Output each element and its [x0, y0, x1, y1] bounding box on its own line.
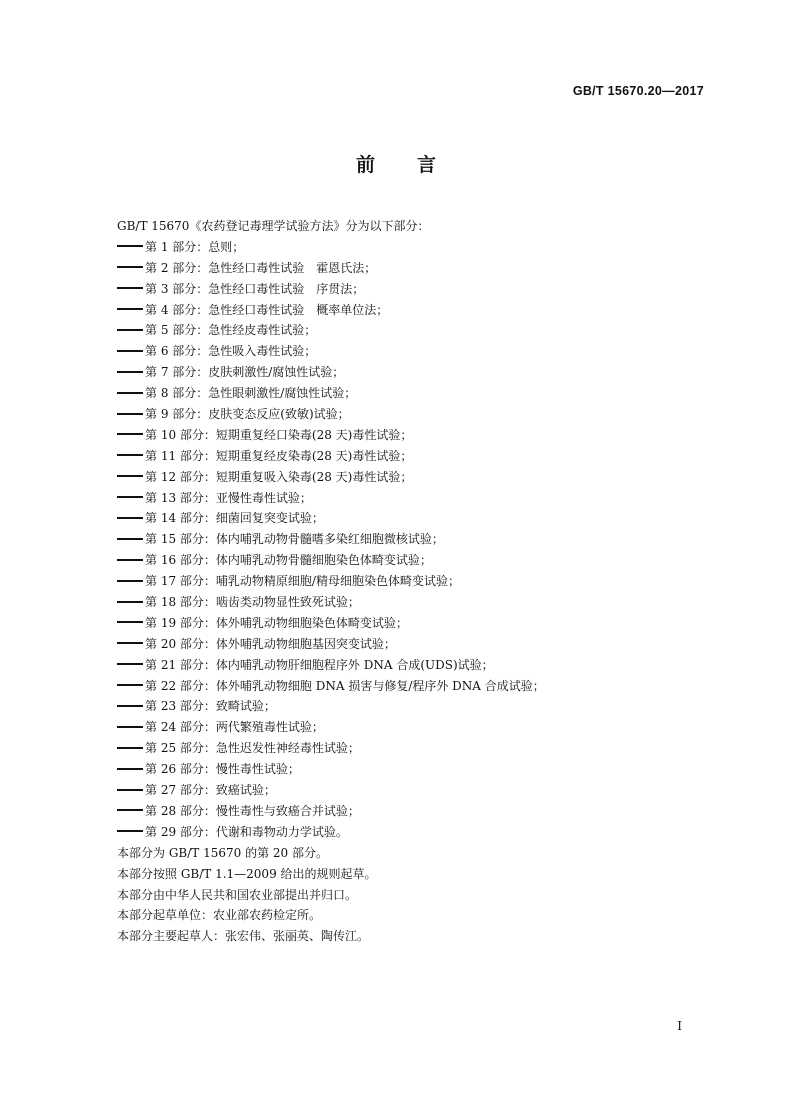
foreword-body: [117, 216, 717, 947]
part-text: 第 7 部分：皮肤刺激性/腐蚀性试验；: [145, 365, 345, 380]
part-text: 第 28 部分：慢性毒性与致癌合并试验；: [145, 803, 360, 818]
part-text: 第 6 部分：急性吸入毒性试验；: [145, 344, 317, 359]
part-text: 第 16 部分：体内哺乳动物骨髓细胞染色体畸变试验；: [145, 553, 432, 568]
em-dash: [117, 538, 143, 540]
part-text: 第 4 部分：急性经口毒性试验 概率单位法；: [145, 302, 389, 317]
em-dash: [117, 329, 143, 331]
part-item: [117, 780, 717, 801]
intro-text: GB/T 15670《农药登记毒理学试验方法》分为以下部分：: [117, 219, 430, 233]
part-item: [117, 529, 717, 550]
part-item: [117, 383, 717, 404]
part-text: 第 13 部分：亚慢性毒性试验；: [145, 490, 312, 505]
em-dash: [117, 517, 143, 519]
part-text: 第 5 部分：急性经皮毒性试验；: [145, 323, 317, 338]
part-item: [117, 717, 717, 738]
page-title: 前言: [355, 154, 478, 176]
part-text: 第 23 部分：致畸试验；: [145, 699, 276, 714]
part-text: 第 8 部分：急性眼刺激性/腐蚀性试验；: [145, 386, 357, 401]
part-item: [117, 300, 717, 321]
part-item: [117, 550, 717, 571]
em-dash: [117, 809, 143, 811]
part-text: 第 10 部分：短期重复经口染毒(28 天)毒性试验；: [145, 427, 413, 442]
note-line: 本部分主要起草人：张宏伟、张丽英、陶传江。: [117, 929, 370, 944]
part-text: 第 1 部分：总则；: [145, 239, 245, 254]
part-item: [117, 592, 717, 613]
em-dash: [117, 413, 143, 415]
note-line: 本部分为 GB/T 15670 的第 20 部分。: [117, 845, 328, 860]
standard-number: GB/T 15670.20—2017: [572, 84, 704, 98]
part-text: 第 12 部分：短期重复吸入染毒(28 天)毒性试验；: [145, 469, 413, 484]
part-item: [117, 362, 717, 383]
part-text: 第 17 部分：哺乳动物精原细胞/精母细胞染色体畸变试验；: [145, 574, 460, 589]
em-dash: [117, 726, 143, 728]
part-item: [117, 696, 717, 717]
em-dash: [117, 245, 143, 247]
em-dash: [117, 350, 143, 352]
part-text: 第 29 部分：代谢和毒物动力学试验。: [145, 824, 348, 839]
part-text: 第 9 部分：皮肤变态反应(致敏)试验；: [145, 407, 350, 422]
note-line: 本部分按照 GB/T 1.1—2009 给出的规则起草。: [117, 866, 377, 881]
em-dash: [117, 392, 143, 394]
part-item: [117, 488, 717, 509]
part-text: 第 14 部分：细菌回复突变试验；: [145, 511, 324, 526]
part-item: [117, 676, 717, 697]
page-number: I: [677, 1019, 682, 1033]
part-item: [117, 467, 717, 488]
part-item: [117, 279, 717, 300]
part-text: 第 20 部分：体外哺乳动物细胞基因突变试验；: [145, 636, 396, 651]
em-dash: [117, 475, 143, 477]
em-dash: [117, 684, 143, 686]
part-item: [117, 759, 717, 780]
part-text: 第 15 部分：体内哺乳动物骨髓嗜多染红细胞微核试验；: [145, 532, 444, 547]
em-dash: [117, 580, 143, 582]
em-dash: [117, 496, 143, 498]
part-text: 第 26 部分：慢性毒性试验；: [145, 762, 300, 777]
part-item: [117, 404, 717, 425]
part-item: [117, 508, 717, 529]
part-item: [117, 237, 717, 258]
part-item: [117, 613, 717, 634]
part-item: [117, 320, 717, 341]
part-text: 第 3 部分：急性经口毒性试验 序贯法；: [145, 281, 365, 296]
em-dash: [117, 789, 143, 791]
part-item: [117, 446, 717, 467]
part-item: [117, 801, 717, 822]
em-dash: [117, 433, 143, 435]
em-dash: [117, 287, 143, 289]
part-item: [117, 634, 717, 655]
part-item: [117, 341, 717, 362]
em-dash: [117, 830, 143, 832]
note-line: 本部分由中华人民共和国农业部提出并归口。: [117, 887, 358, 902]
part-text: 第 18 部分：啮齿类动物显性致死试验；: [145, 595, 360, 610]
em-dash: [117, 747, 143, 749]
part-text: 第 24 部分：两代繁殖毒性试验；: [145, 720, 324, 735]
em-dash: [117, 642, 143, 644]
note-line: 本部分起草单位：农业部农药检定所。: [117, 908, 322, 923]
part-text: 第 2 部分：急性经口毒性试验 霍恩氏法；: [145, 260, 377, 275]
em-dash: [117, 266, 143, 268]
part-text: 第 25 部分：急性迟发性神经毒性试验；: [145, 741, 360, 756]
em-dash: [117, 371, 143, 373]
part-item: [117, 258, 717, 279]
part-text: 第 19 部分：体外哺乳动物细胞染色体畸变试验；: [145, 615, 408, 630]
em-dash: [117, 663, 143, 665]
part-item: [117, 822, 717, 843]
part-item: [117, 425, 717, 446]
part-item: [117, 571, 717, 592]
em-dash: [117, 768, 143, 770]
em-dash: [117, 601, 143, 603]
em-dash: [117, 559, 143, 561]
em-dash: [117, 454, 143, 456]
em-dash: [117, 308, 143, 310]
part-text: 第 11 部分：短期重复经皮染毒(28 天)毒性试验；: [145, 448, 413, 463]
part-item: [117, 655, 717, 676]
em-dash: [117, 705, 143, 707]
part-item: [117, 738, 717, 759]
em-dash: [117, 621, 143, 623]
part-text: 第 21 部分：体内哺乳动物肝细胞程序外 DNA 合成(UDS)试验；: [145, 657, 494, 672]
part-text: 第 22 部分：体外哺乳动物细胞 DNA 损害与修复/程序外 DNA 合成试验；: [145, 678, 545, 693]
part-text: 第 27 部分：致癌试验；: [145, 783, 276, 798]
